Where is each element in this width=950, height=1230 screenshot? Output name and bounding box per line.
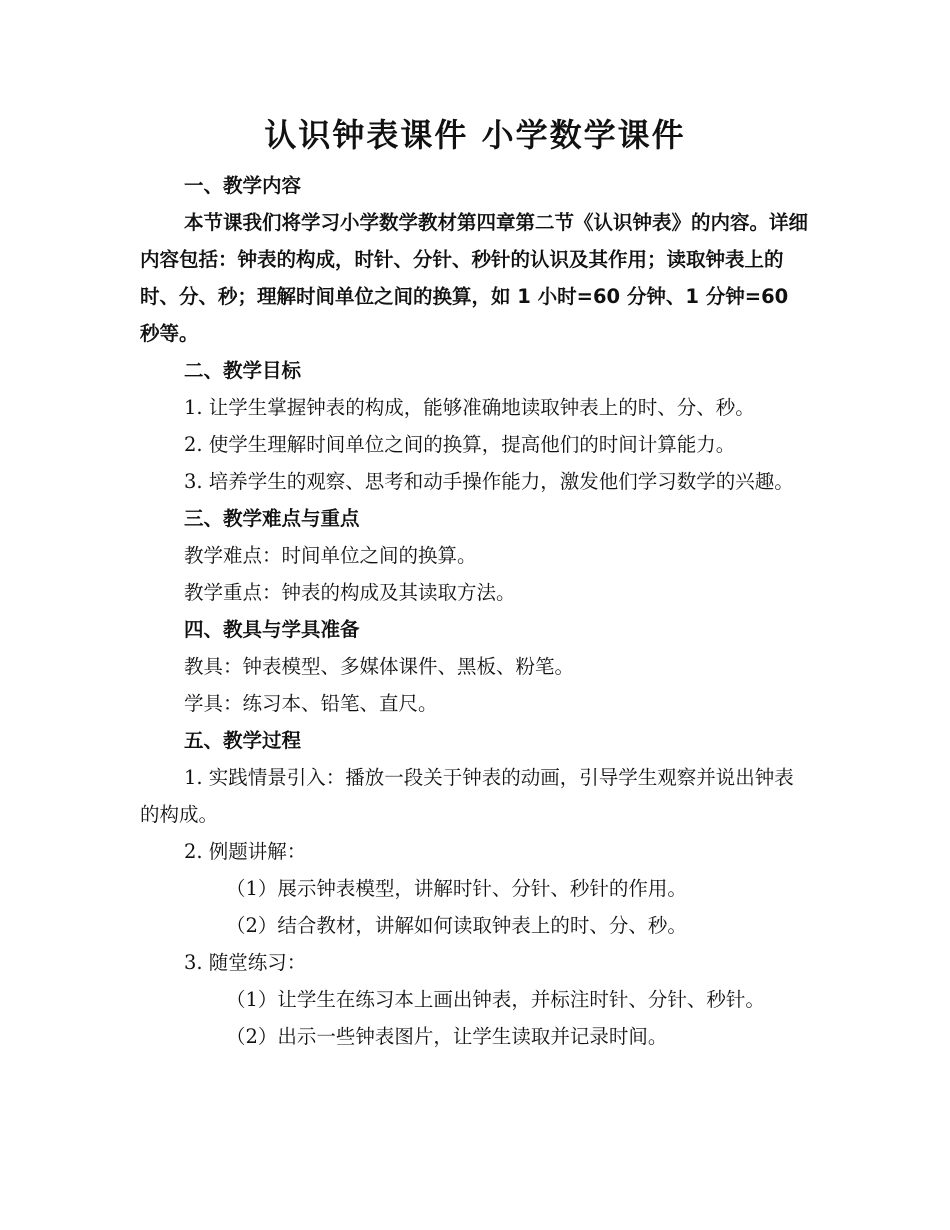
objective-item-1: 1. 让学生掌握钟表的构成，能够准确地读取钟表上的时、分、秒。 (184, 396, 755, 419)
objective-item-3: 3. 培养学生的观察、思考和动手操作能力，激发他们学习数学的兴趣。 (184, 470, 794, 493)
process-step-3-item-2: （2）出示一些钟表图片，让学生读取并记录时间。 (226, 1025, 668, 1048)
process-step-2-item-1: （1）展示钟表模型，讲解时针、分针、秒针的作用。 (226, 877, 687, 900)
teacher-tools-text: 教具：钟表模型、多媒体课件、黑板、粉笔。 (184, 655, 575, 678)
section-heading-objectives: 二、教学目标 (184, 359, 302, 382)
content-paragraph: 本节课我们将学习小学数学教材第四章第二节《认识钟表》的内容。详细内容包括：钟表的构成，时针、分针、秒针的认识及其作用；读取钟表上的时、分、秒；理解时间单位之间的换算，如 1 小时=60 分钟、1 分钟=60 秒等。 (140, 211, 809, 345)
section-heading-difficulties: 三、教学难点与重点 (184, 507, 360, 530)
section-heading-content: 一、教学内容 (184, 174, 302, 197)
section-heading-process: 五、教学过程 (184, 729, 302, 752)
process-step-3-item-1: （1）让学生在练习本上画出钟表，并标注时针、分针、秒针。 (226, 988, 765, 1011)
process-step-2-item-2: （2）结合教材，讲解如何读取钟表上的时、分、秒。 (226, 914, 687, 937)
document-body (140, 167, 810, 1055)
section-heading-materials: 四、教具与学具准备 (184, 618, 360, 641)
process-step-3: 3. 随堂练习： (184, 951, 307, 974)
process-step-1: 1. 实践情景引入：播放一段关于钟表的动画，引导学生观察并说出钟表的构成。 (140, 766, 794, 826)
document-title: 认识钟表课件 小学数学课件 (264, 116, 686, 154)
process-step-2: 2. 例题讲解： (184, 840, 307, 863)
student-tools-text: 学具：练习本、铅笔、直尺。 (184, 692, 438, 715)
key-point-text: 教学重点：钟表的构成及其读取方法。 (184, 581, 516, 604)
objective-item-2: 2. 使学生理解时间单位之间的换算，提高他们的时间计算能力。 (184, 433, 736, 456)
difficulty-text: 教学难点：时间单位之间的换算。 (184, 544, 477, 567)
